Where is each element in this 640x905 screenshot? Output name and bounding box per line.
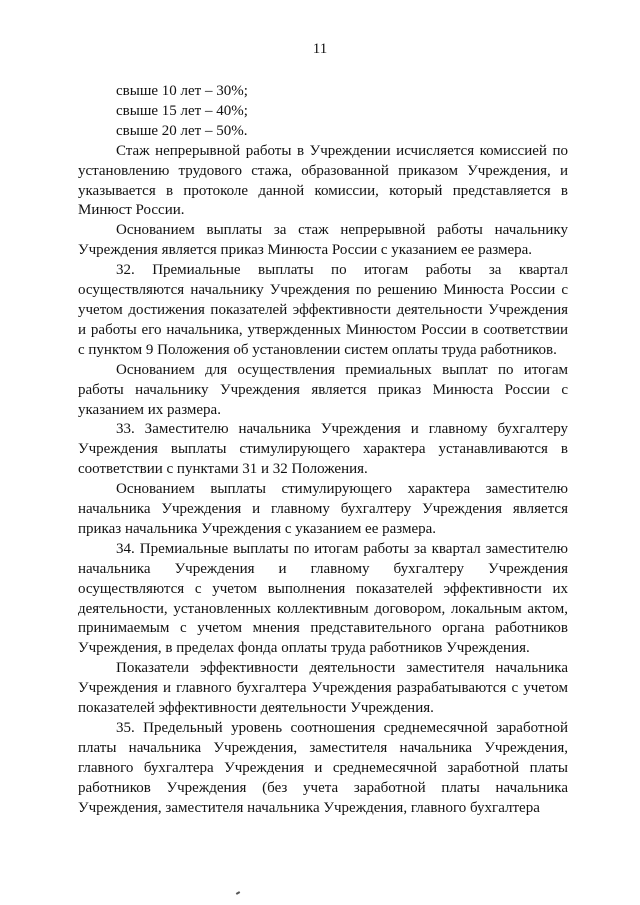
paragraph-clause-33: 33. Заместителю начальника Учреждения и главному бухгалтеру Учреждения выплаты стимулирующего характера устанавливаются в соответствии с пунктами 31 и 32 Положения. xyxy=(78,421,568,478)
paragraph-stazh-basis: Основанием выплаты за стаж непрерывной работы начальнику Учреждения является приказ Минюста России с указанием ее размера. xyxy=(78,222,568,259)
page-number: 11 xyxy=(312,41,328,57)
paragraph-clause-32-basis: Основанием для осуществления премиальных выплат по итогам работы начальнику Учреждения является приказ Минюста России с указанием их размера. xyxy=(78,361,568,418)
paragraph-clause-34: 34. Премиальные выплаты по итогам работы за квартал заместителю начальника Учреждения и главному бухгалтеру Учреждения осуществляются с учетом выполнения показателей эффективности их деятельности, установленных коллективным договором, локальным актом, принимаемым с учетом мнения представительного органа работников Учреждения, в пределах фонда оплаты труда работников Учреждения. xyxy=(78,540,568,657)
document-body xyxy=(78,82,568,819)
paragraph-clause-32: 32. Премиальные выплаты по итогам работы за квартал осуществляются начальнику Учреждения по решению Минюста России с учетом достижения показателей эффективности деятельности Учреждения и работы его начальника, утвержденных Минюстом России в соответствии с пунктом 9 Положения об установлении систем оплаты труда работников. xyxy=(78,262,568,358)
list-item-10-years: свыше 10 лет – 30%; xyxy=(116,83,248,99)
list-item-20-years: свыше 20 лет – 50%. xyxy=(116,122,248,139)
paragraph-clause-33-basis: Основанием выплаты стимулирующего характера заместителю начальника Учреждения и главному бухгалтеру Учреждения является приказ начальника Учреждения с указанием ее размера. xyxy=(78,481,568,537)
paragraph-clause-34-indicators: Показатели эффективности деятельности заместителя начальника Учреждения и главного бухгалтера Учреждения разрабатываются с учетом показателей эффективности деятельности Учреждения. xyxy=(78,660,568,717)
paragraph-clause-35: 35. Предельный уровень соотношения среднемесячной заработной платы начальника Учреждения, заместителя начальника Учреждения, главного бухгалтера Учреждения и среднемесячной заработной платы работников Учреждения (без учета заработной платы начальника Учреждения, заместителя начальника Учреждения, главного бухгалтера xyxy=(78,720,568,816)
list-item-15-years: свыше 15 лет – 40%; xyxy=(116,102,248,119)
paragraph-stazh: Стаж непрерывной работы в Учреждении исчисляется комиссией по установлению трудового стажа, образованной приказом Учреждения, и указывается в протоколе данной комиссии, который представляется в Минюст России. xyxy=(78,142,568,219)
scan-artifact-mark xyxy=(236,891,240,895)
